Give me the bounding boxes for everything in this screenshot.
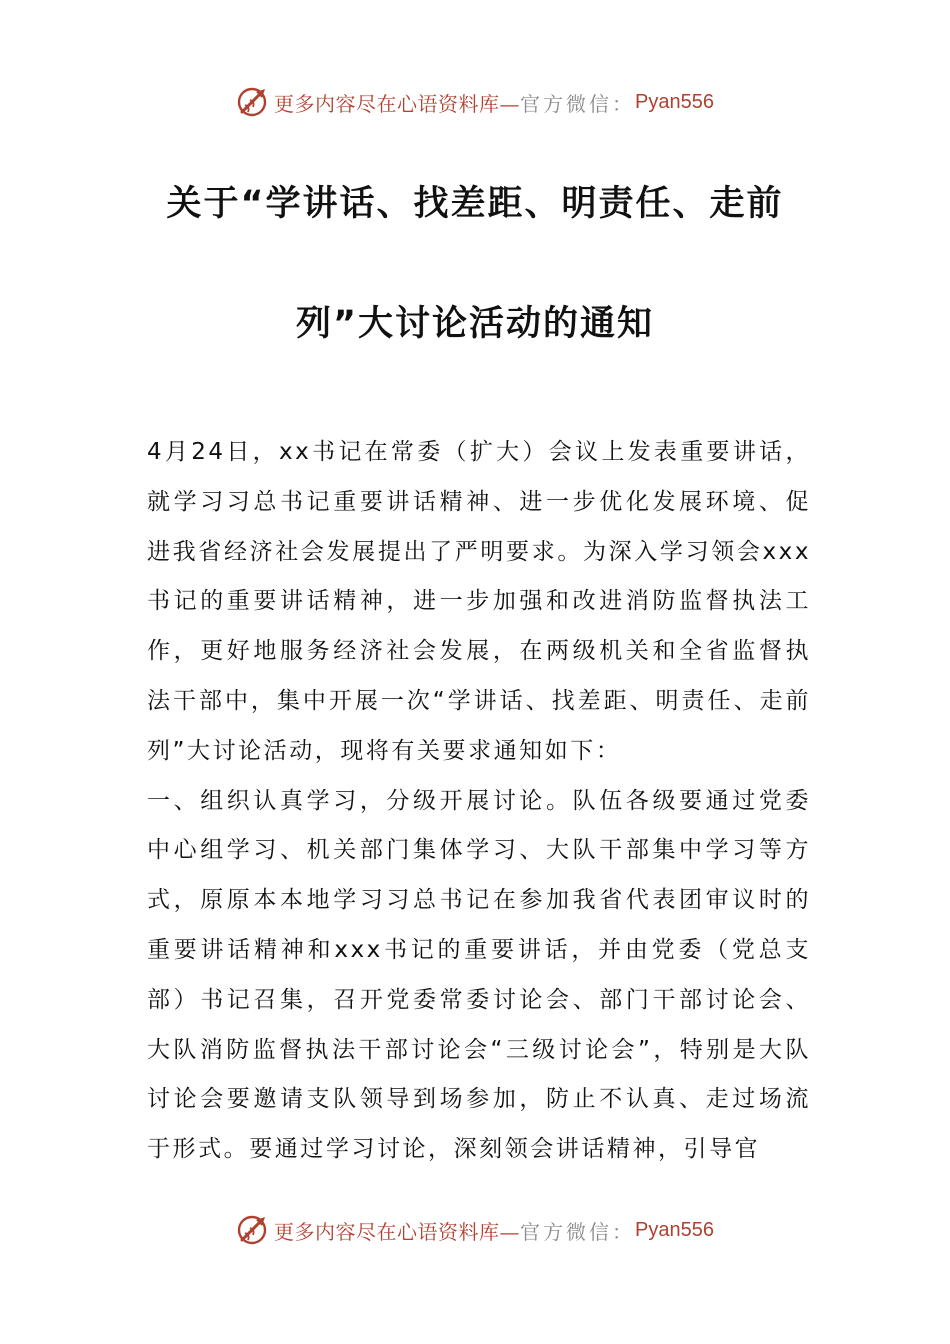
pen-logo-icon (236, 1213, 270, 1247)
paragraph-section-one: 一、组织认真学习，分级开展讨论。队伍各级要通过党委中心组学习、机关部门集体学习、大队干部集中学习等方式，原原本本地学习习总书记在参加我省代表团审议时的重要讲话精神和xxx书记的重要讲话，并由党委（党总支部）书记召集，召开党委常委讨论会、部门干部讨论会、大队消防监督执法干部讨论会“三级讨论会”，特别是大队讨论会要邀请支队领导到场参加，防止不认真、走过场流于形式。要通过学习讨论，深刻领会讲话精神，引导官 (147, 787, 811, 1163)
document-body (147, 428, 811, 1175)
banner-text: 更多内容尽在心语资料库— (274, 91, 521, 116)
document-title-line-2: 列”大讨论活动的通知 (295, 304, 654, 344)
paragraph-intro: 4月24日，xx书记在常委（扩大）会议上发表重要讲话，就学习习总书记重要讲话精神、进一步优化发展环境、促进我省经济社会发展提出了严明要求。为深入学习领会xxx书记的重要讲话精神，进一步加强和改进消防监督执法工作，更好地服务经济社会发展，在两级机关和全省监督执法干部中，集中开展一次“学讲话、找差距、明责任、走前列”大讨论活动，现将有关要求通知如下： (147, 439, 811, 764)
document-title-line-1: 关于“学讲话、找差距、明责任、走前 (166, 184, 784, 224)
banner-wechat-id: Pyan556 (635, 90, 714, 113)
banner-wechat-label: 官方微信： (520, 91, 636, 116)
banner-wechat-label: 官方微信： (520, 1219, 636, 1244)
footer-banner (0, 1208, 950, 1252)
header-banner (0, 80, 950, 124)
banner-wechat-id: Pyan556 (635, 1218, 714, 1241)
banner-text: 更多内容尽在心语资料库— (274, 1219, 521, 1244)
pen-logo-icon (236, 85, 270, 119)
